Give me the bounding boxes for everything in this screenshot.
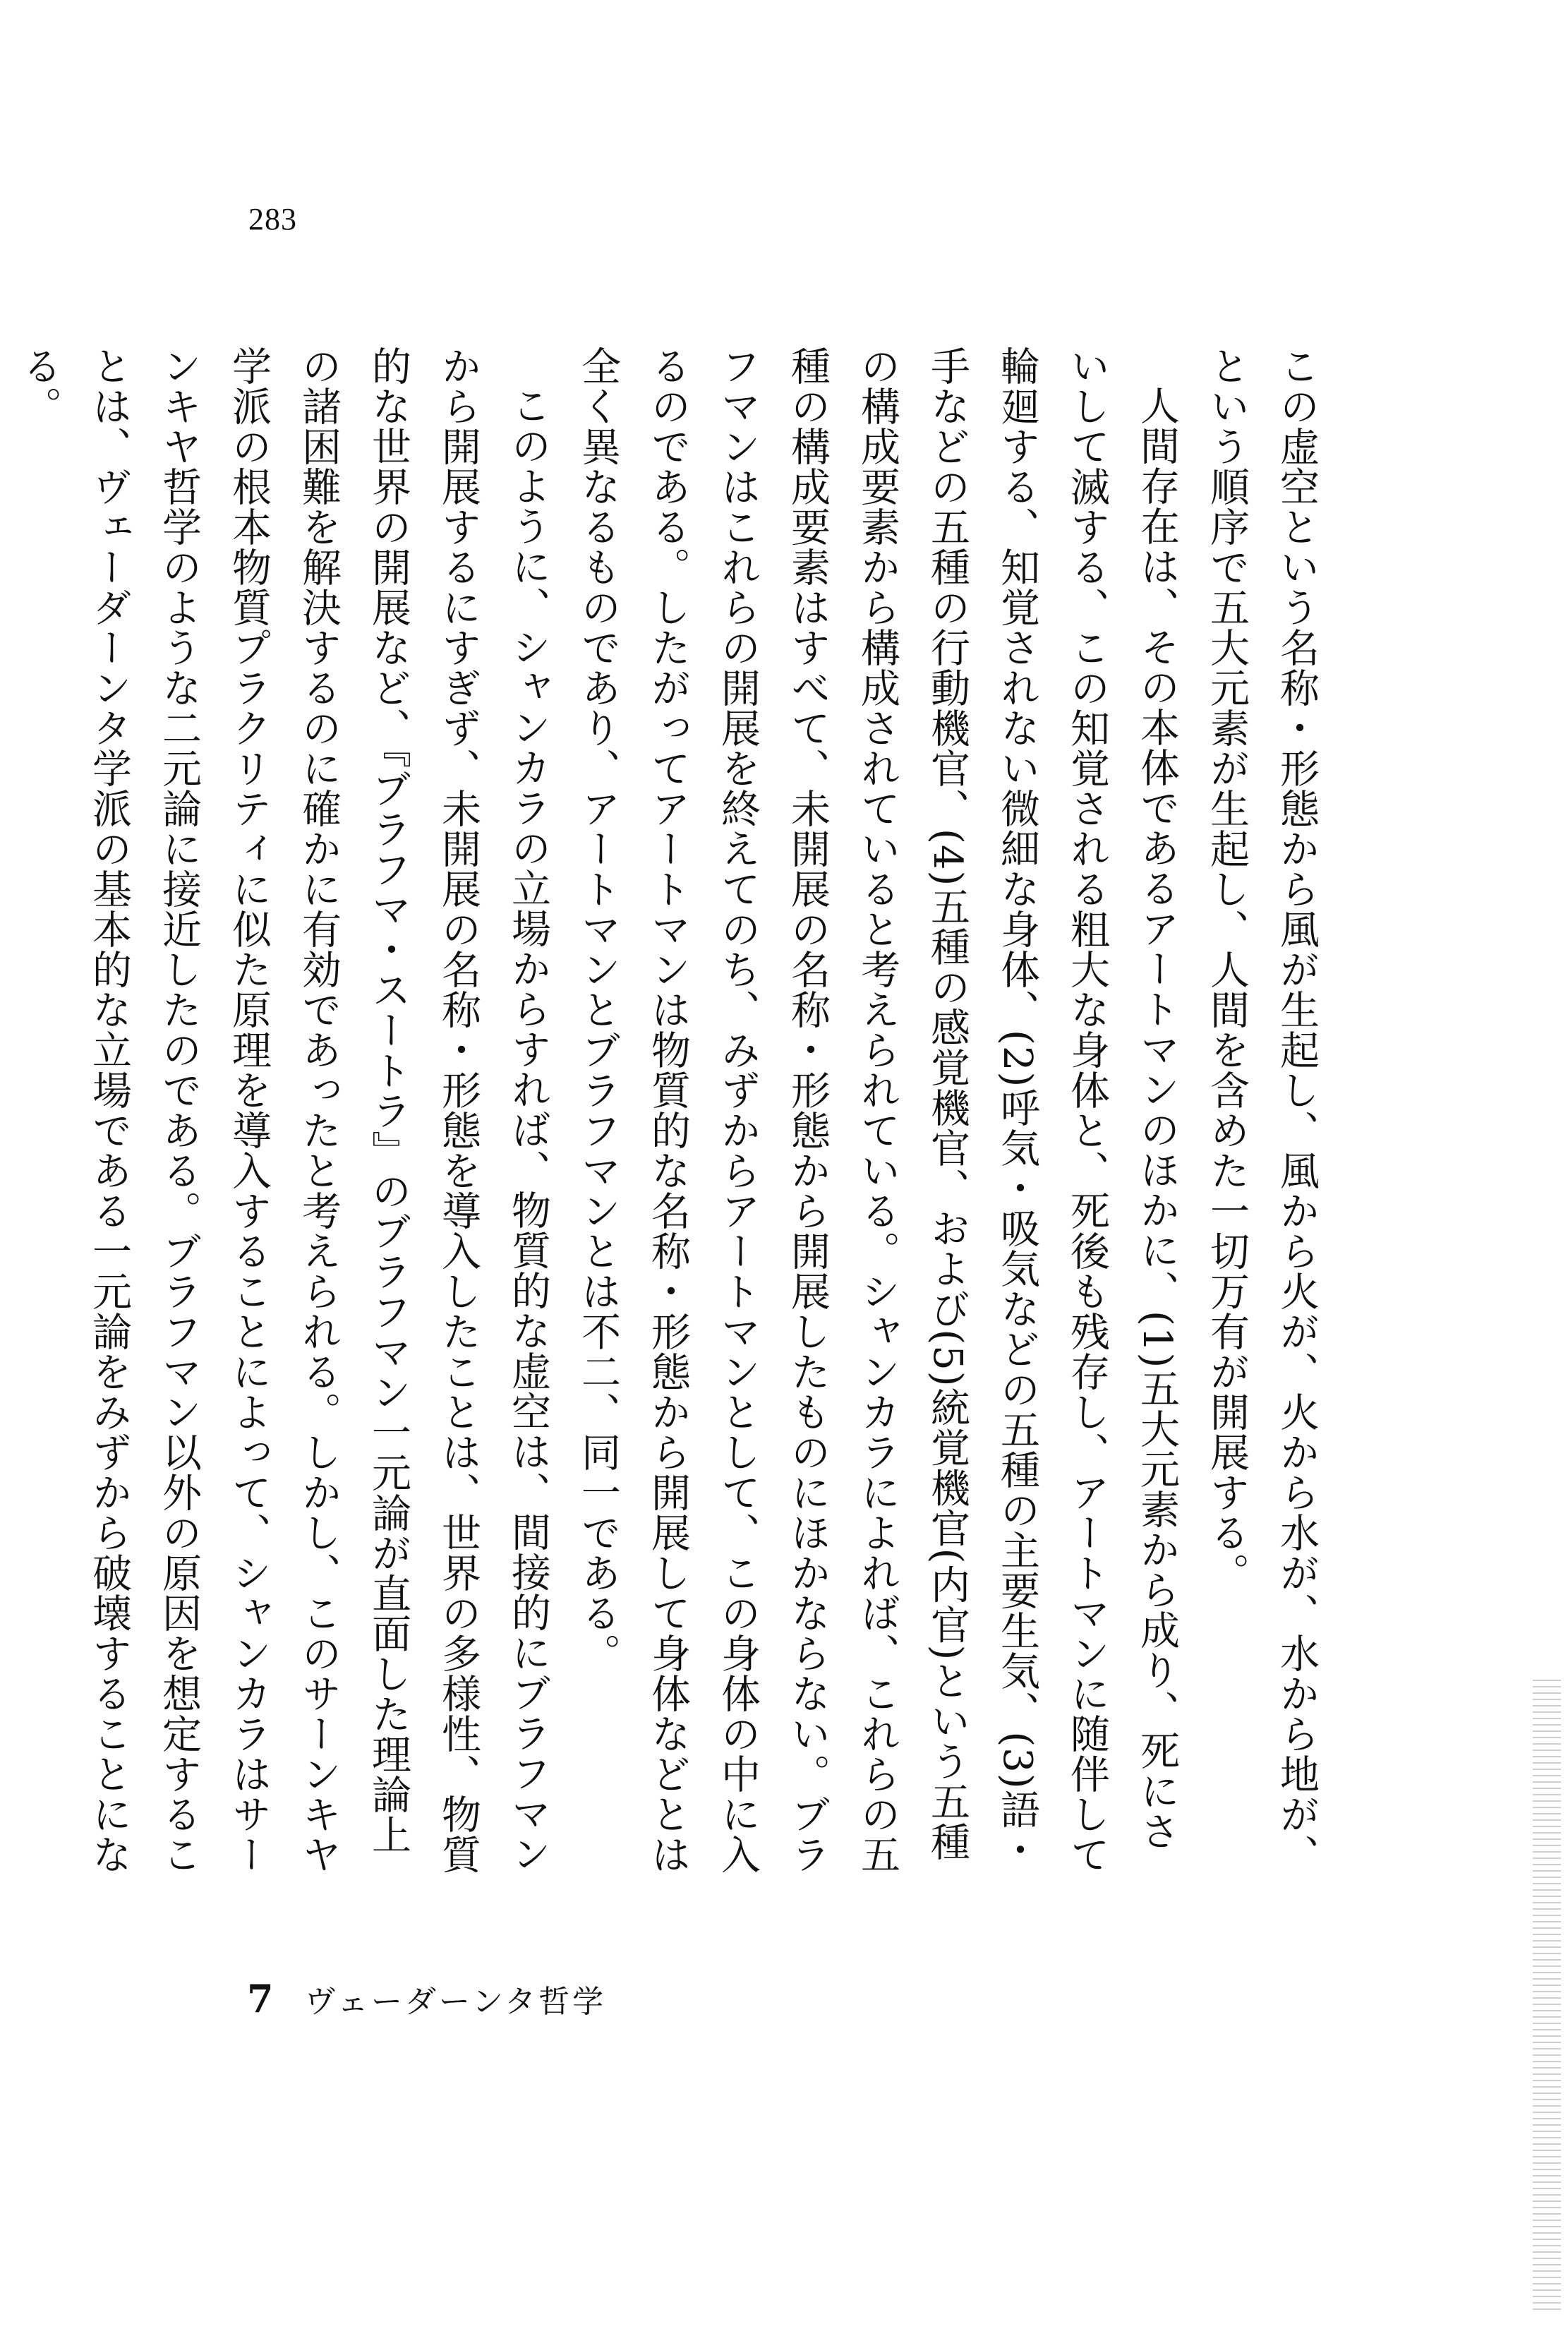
- running-head: [247, 1976, 606, 2021]
- page-number: 283: [248, 202, 297, 236]
- chapter-title: ヴェーダーンタ哲学: [304, 1984, 607, 2020]
- chapter-number: 7: [247, 1976, 274, 2021]
- scan-edge-texture: [1533, 1680, 1561, 2315]
- body-text: [16, 346, 1332, 1884]
- paragraph-1: この虚空という名称・形態から風が生起し、風から火が、火から水が、水から地が、という順序で五大元素が生起し、人間を含めた一切万有が開展する。: [1204, 346, 1320, 1874]
- paragraph-2: 人間存在は、その本体であるアートマンのほかに、(1)五大元素から成り、死にさいして滅する、この知覚される粗大な身体と、死後も残存し、アートマンに随伴して輪廻する、知覚されない微細な身体、(2)呼気・吸気などの五種の主要生気、(3)語・手などの五種の行動機官、(4)五種の感覚機官、および(5)統覚機官(内官)という五種の構成要素から構成されていると考えられている。シャンカラによれば、これらの五種の構成要素はすべて、未開展の名称・形態から開展したものにほかならない。ブラフマンはこれらの開展を終えてのち、みずからアートマンとして、この身体の中に入るのである。したがってアートマンは物質的な名称・形態から開展して身体などとは全く異なるものであり、アートマンとブラフマンとは不二、同一である。: [575, 346, 1180, 1874]
- paragraph-4: [0, 346, 4, 1884]
- paragraph-3: このように、シャンカラの立場からすれば、物質的な虚空は、間接的にブラフマンから開展するにすぎず、未開展の名称・形態を導入したことは、世界の多様性、物質的な世界の開展など、『ブラフマ・スートラ』のブラフマン一元論が直面した理論上の諸困難を解決するのに確かに有効であったと考えられる。しかし、このサーンキヤ学派の根本物質プラクリティに似た原理を導入することによって、シャンカラはサーンキヤ哲学のような二元論に接近したのである。ブラフマン以外の原因を想定することは、ヴェーダーンタ学派の基本的な立場である一元論をみずから破壊することになる。: [16, 346, 551, 1874]
